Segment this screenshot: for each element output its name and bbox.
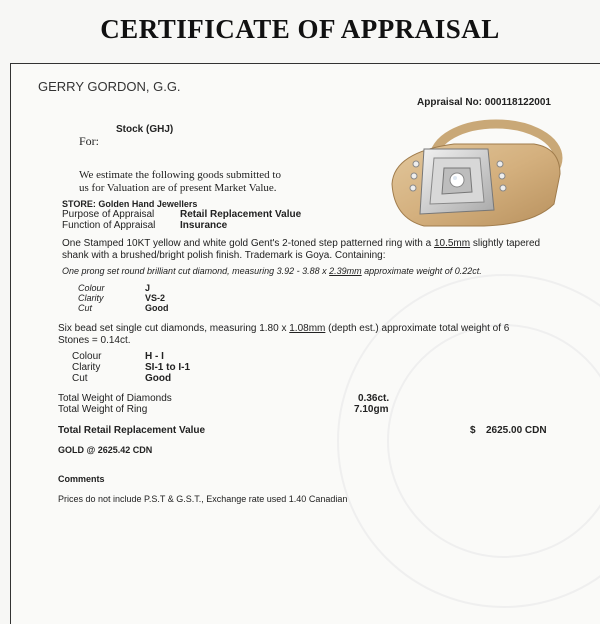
certificate-title: CERTIFICATE OF APPRAISAL [100,14,500,44]
purpose-value: Retail Replacement Value [180,209,302,220]
total-value-label: Total Retail Replacement Value [58,425,206,436]
appraisal-number: Appraisal No: 000118122001 [417,97,551,108]
intro-line-1: We estimate the following goods submitted to [79,169,281,181]
total-diamonds-label: Total Weight of Diamonds [58,393,172,404]
side-diamonds-total: Stones = 0.14ct. [58,335,131,346]
intro-line-2: us for Valuation are of present Market Value. [79,182,277,194]
gold-price: GOLD @ 2625.42 CDN [58,445,153,455]
d2-colour-label: Colour [72,351,102,362]
d1-clarity-value: VS-2 [145,293,166,303]
side-diamonds-description: Six bead set single cut diamonds, measuring 1.80 x 1.08mm (depth est.) approximate total weight of 6 [58,323,510,334]
total-value: 2625.00 CDN [486,425,547,436]
stock-code: Stock (GHJ) [116,124,174,135]
d2-colour-value: H - I [145,351,164,362]
total-ring-label: Total Weight of Ring [58,404,148,415]
d1-cut-value: Good [145,303,169,313]
ring-description-line-1: One Stamped 10KT yellow and white gold Gent's 2-toned step patterned ring with a 10.5mm slightly tapered [62,238,541,249]
ring-description-line-2: shank with a brushed/bright polish finish. Trademark is Goya. Containing: [62,250,386,261]
total-diamonds-value: 0.36ct. [358,393,390,404]
d1-colour-label: Colour [78,283,105,293]
function-label: Function of Appraisal [62,220,156,231]
d1-cut-label: Cut [78,303,93,313]
total-ring-value: 7.10gm [354,404,389,415]
d2-clarity-value: SI-1 to I-1 [145,362,191,373]
appraiser-name: GERRY GORDON, G.G. [38,79,181,94]
d1-colour-value: J [145,283,151,293]
comments-label: Comments [58,474,105,484]
d2-cut-value: Good [145,373,172,384]
d2-clarity-label: Clarity [72,362,101,373]
comments-text: Prices do not include P.S.T & G.S.T., Exchange rate used 1.40 Canadian [58,494,348,504]
function-value: Insurance [180,220,228,231]
store-name: STORE: Golden Hand Jewellers [62,199,198,209]
purpose-label: Purpose of Appraisal [62,209,155,220]
ring-photo [384,114,564,236]
center-diamond-description: One prong set round brilliant cut diamond, measuring 3.92 - 3.88 x 2.39mm approximate weight of 0.22ct. [62,266,482,276]
currency-symbol: $ [470,425,476,436]
d2-cut-label: Cut [72,373,88,384]
d1-clarity-label: Clarity [78,293,104,303]
for-label: For: [79,134,100,148]
